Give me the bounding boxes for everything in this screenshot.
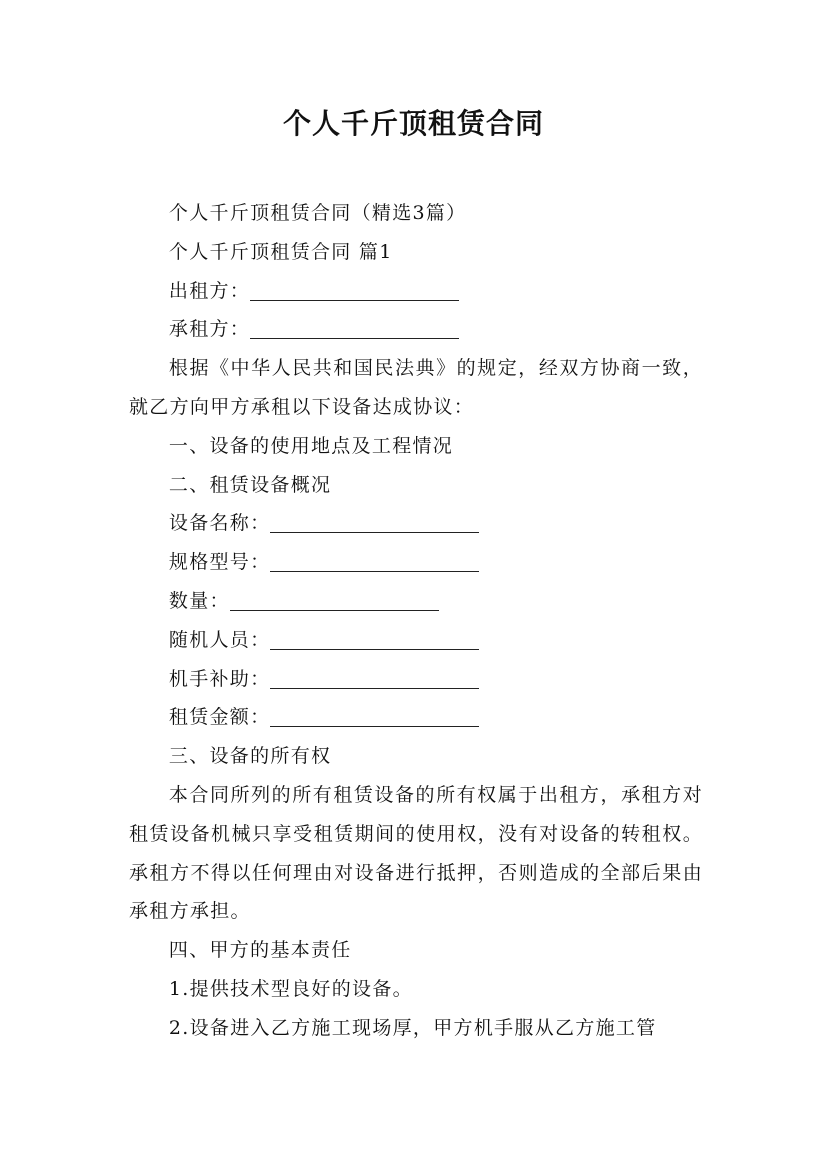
equipment-name-label: 设备名称： bbox=[168, 512, 271, 535]
quantity-blank bbox=[230, 584, 439, 611]
lessee-field bbox=[129, 310, 703, 349]
lessor-field bbox=[129, 272, 703, 311]
section-2-heading: 二、租赁设备概况 bbox=[168, 473, 332, 496]
quantity-field bbox=[129, 582, 703, 621]
staff-blank bbox=[270, 623, 479, 650]
model-label: 规格型号： bbox=[168, 551, 271, 574]
model-field bbox=[129, 543, 703, 582]
lessor-blank bbox=[250, 274, 459, 301]
responsibility-item-2: 2.设备进入乙方施工现场厚，甲方机手服从乙方施工管 bbox=[168, 1016, 657, 1039]
section-4-heading: 四、甲方的基本责任 bbox=[168, 939, 352, 962]
rental-amount-label: 租赁金额： bbox=[168, 706, 271, 729]
document-body bbox=[129, 194, 703, 1048]
staff-label: 随机人员： bbox=[168, 628, 271, 651]
subtitle-line: 个人千斤顶租赁合同（精选3篇） bbox=[168, 202, 467, 224]
rental-amount-field bbox=[129, 698, 703, 737]
section-1-heading: 一、设备的使用地点及工程情况 bbox=[168, 434, 454, 457]
document-title: 个人千斤顶租赁合同 bbox=[282, 107, 544, 140]
equipment-name-blank bbox=[270, 506, 479, 533]
operator-subsidy-label: 机手补助： bbox=[168, 667, 271, 690]
lessor-label: 出租方： bbox=[168, 279, 251, 302]
section-3-heading: 三、设备的所有权 bbox=[168, 745, 332, 768]
intro-paragraph: 根据《中华人民共和国民法典》的规定，经双方协商一致，就乙方向甲方承租以下设备达成协议： bbox=[129, 357, 703, 418]
lessee-blank bbox=[250, 312, 459, 339]
staff-field bbox=[129, 621, 703, 660]
operator-subsidy-blank bbox=[270, 662, 479, 689]
lessee-label: 承租方： bbox=[168, 318, 251, 341]
quantity-label: 数量： bbox=[168, 589, 230, 612]
part-heading: 个人千斤顶租赁合同 篇1 bbox=[168, 240, 393, 263]
operator-subsidy-field bbox=[129, 660, 703, 699]
ownership-paragraph: 本合同所列的所有租赁设备的所有权属于出租方，承租方对租赁设备机械只享受租赁期间的使用权，没有对设备的转租权。承租方不得以任何理由对设备进行抵押，否则造成的全部后果由承租方承担。 bbox=[129, 783, 703, 923]
equipment-name-field bbox=[129, 504, 703, 543]
responsibility-item-1: 1.提供技术型良好的设备。 bbox=[168, 977, 413, 1000]
rental-amount-blank bbox=[270, 700, 479, 727]
model-blank bbox=[270, 545, 479, 572]
